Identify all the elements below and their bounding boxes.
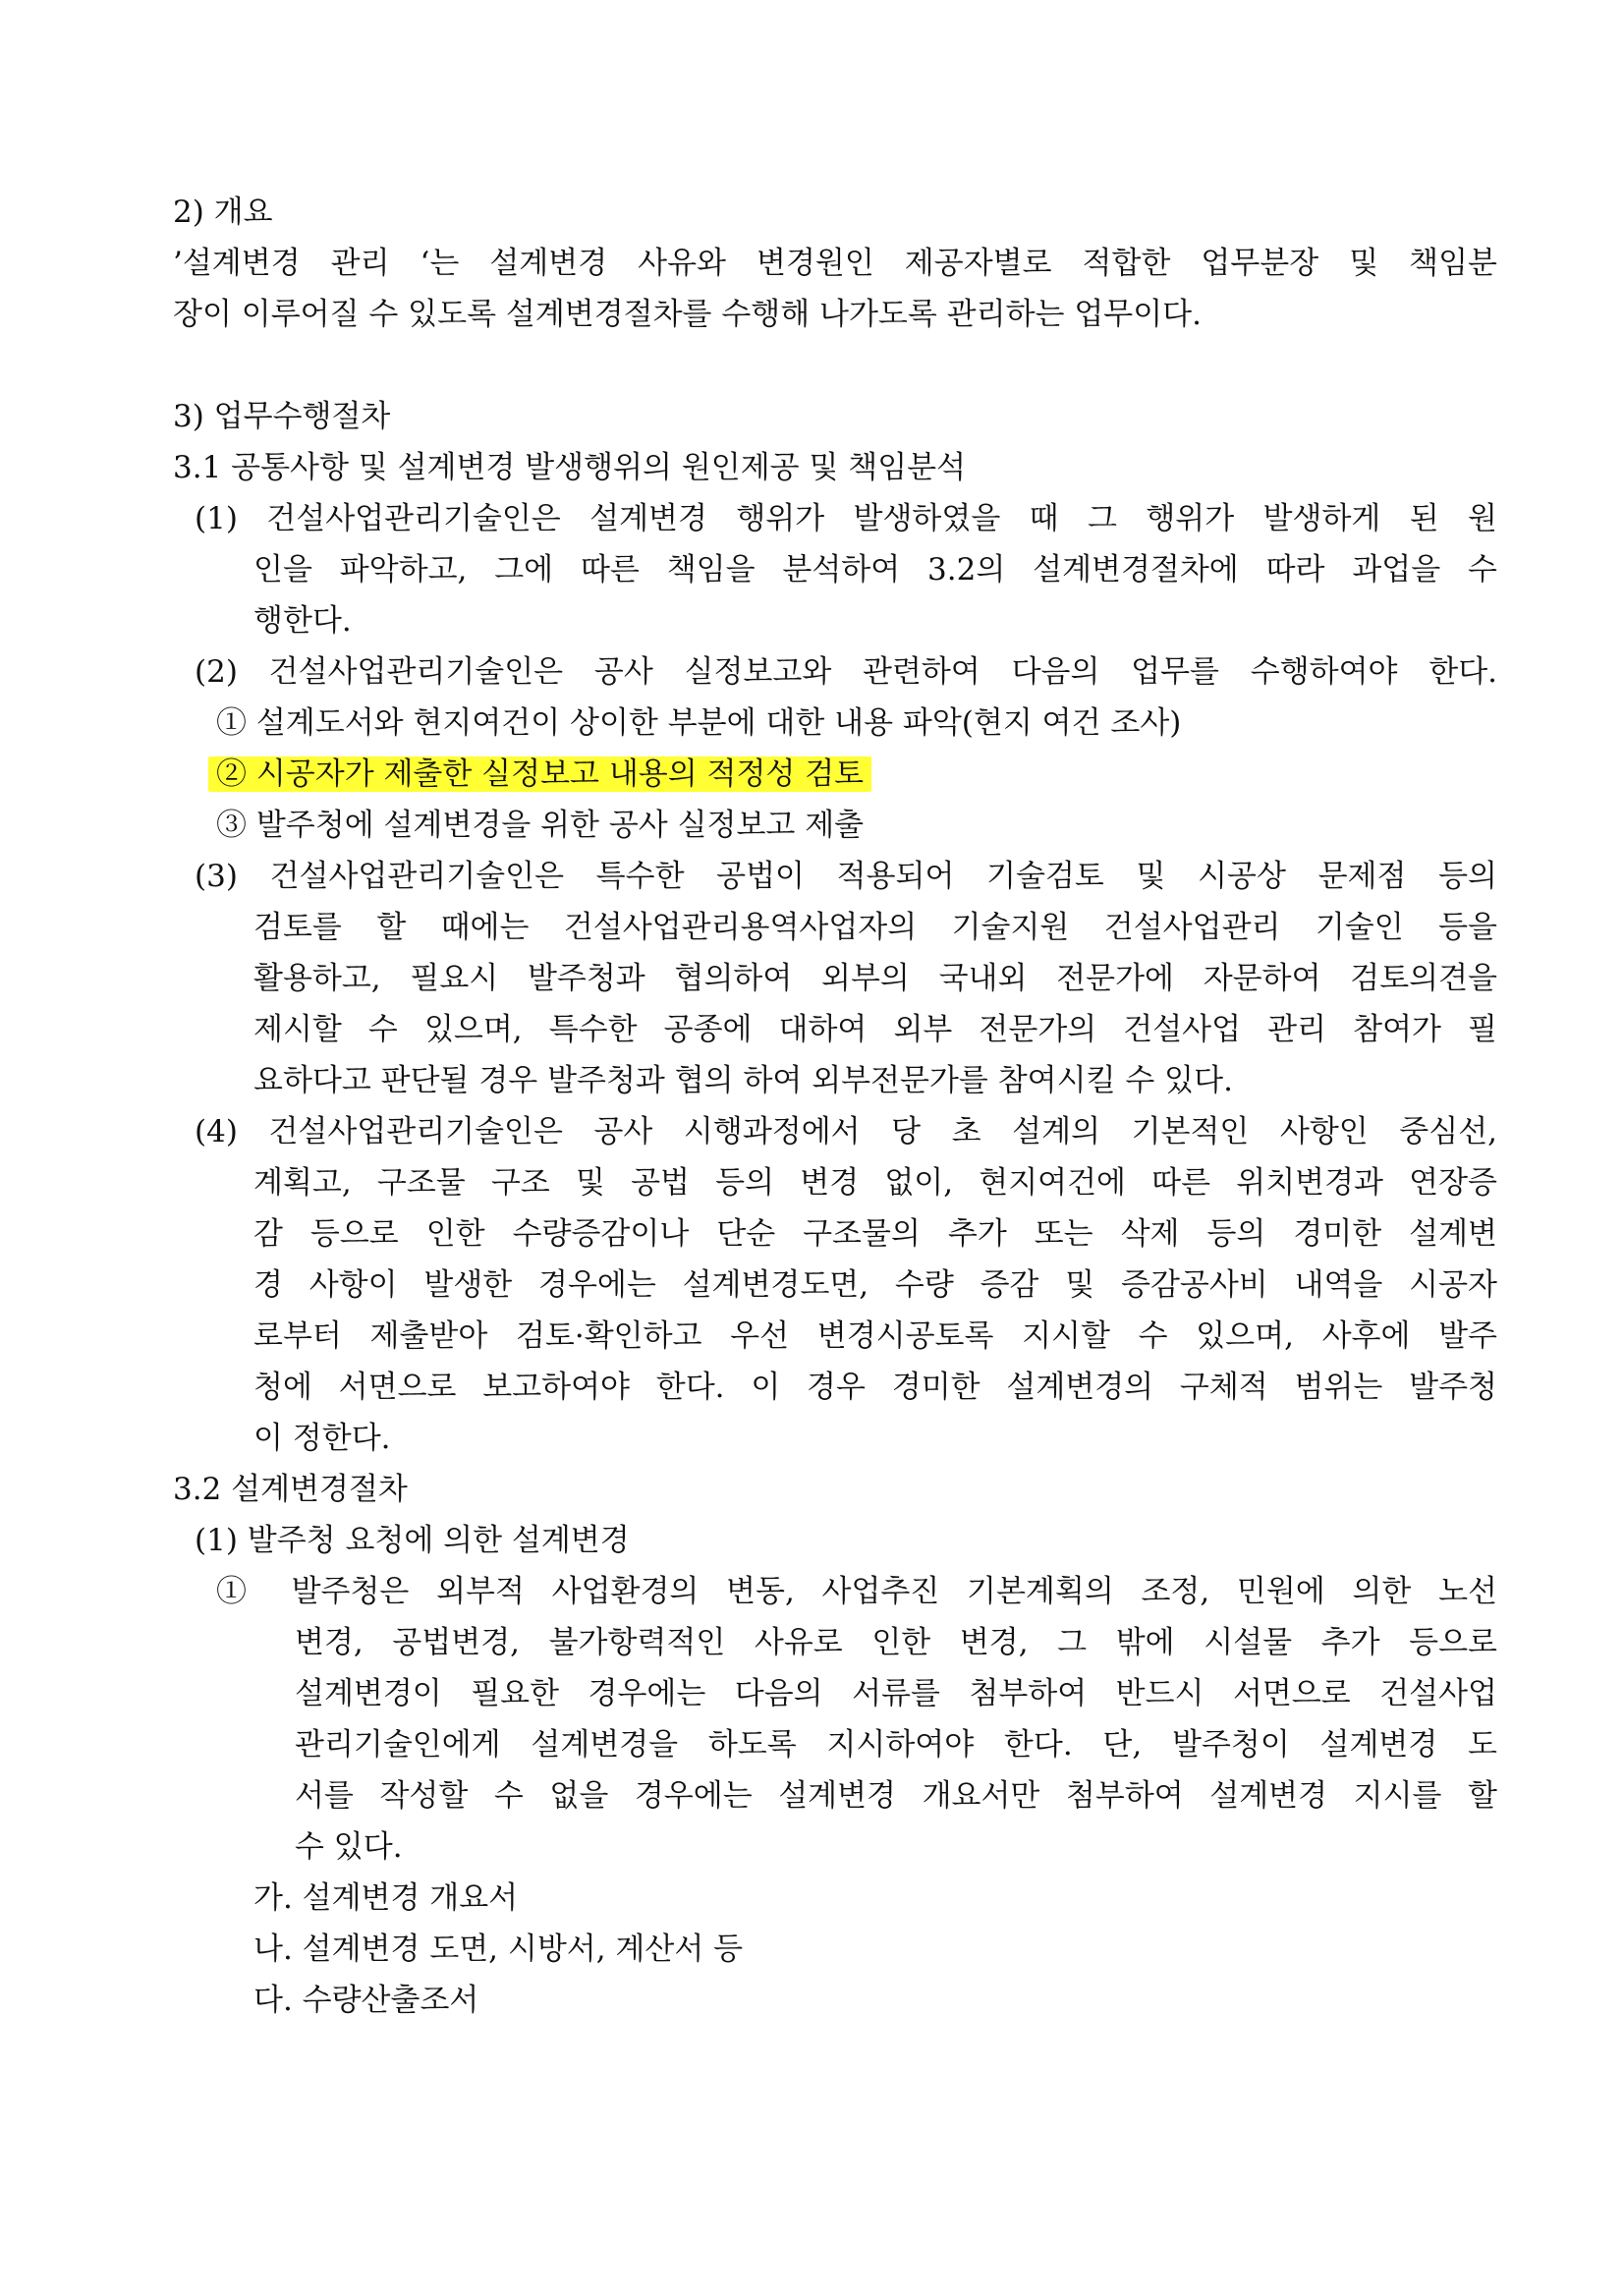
item-2-sub-2-highlighted bbox=[216, 755, 871, 794]
item-1-line: (1) 건설사업관리기술인은 설계변경 행위가 발생하였을 때 그 행위가 발생하게 된 원 bbox=[195, 501, 1497, 536]
paragraph-line: ’설계변경 관리 ‘는 설계변경 사유와 변경원인 제공자별로 적합한 업무분장 및 책임분 bbox=[173, 246, 1497, 281]
subsection-heading-3-2: 3.2 설계변경절차 bbox=[173, 1472, 408, 1507]
item-4-line: (4) 건설사업관리기술인은 공사 시행과정에서 당 초 설계의 기본적인 사항인 중심선, bbox=[195, 1114, 1497, 1149]
circle-item-line: 변경, 공법변경, 불가항력적인 사유로 인한 변경, 그 밖에 시설물 추가 등으로 bbox=[295, 1625, 1497, 1660]
text-highlight: ② 시공자가 제출한 실정보고 내용의 적정성 검토 bbox=[208, 756, 871, 792]
item-2-sub-1: ① 설계도서와 현지여건이 상이한 부분에 대한 내용 파악(현지 여건 조사) bbox=[216, 705, 1182, 741]
subsection-heading-3-1: 3.1 공통사항 및 설계변경 발생행위의 원인제공 및 책임분석 bbox=[173, 450, 967, 485]
item-3-line: 요하다고 판단될 경우 발주청과 협의 하여 외부전문가를 참여시킬 수 있다. bbox=[253, 1063, 1233, 1098]
item-3-line: (3) 건설사업관리기술인은 특수한 공법이 적용되어 기술검토 및 시공상 문제점 등의 bbox=[195, 859, 1497, 894]
item-3-line: 검토를 할 때에는 건설사업관리용역사업자의 기술지원 건설사업관리 기술인 등을 bbox=[253, 910, 1497, 945]
paragraph-line: 장이 이루어질 수 있도록 설계변경절차를 수행해 나가도록 관리하는 업무이다. bbox=[173, 297, 1202, 332]
section-heading-procedure: 3) 업무수행절차 bbox=[173, 399, 391, 434]
item-4-line: 감 등으로 인한 수량증감이나 단순 구조물의 추가 또는 삭제 등의 경미한 설계변 bbox=[253, 1216, 1497, 1252]
circle-item-line: 설계변경이 필요한 경우에는 다음의 서류를 첨부하여 반드시 서면으로 건설사업 bbox=[295, 1676, 1497, 1711]
section-heading-overview: 2) 개요 bbox=[173, 195, 273, 230]
document-list-item: 다. 수량산출조서 bbox=[253, 1983, 479, 2018]
item-4-line: 이 정한다. bbox=[253, 1421, 391, 1456]
item-4-line: 계획고, 구조물 구조 및 공법 등의 변경 없이, 현지여건에 따른 위치변경과 연장증 bbox=[253, 1165, 1497, 1201]
item-4-line: 로부터 제출받아 검토·확인하고 우선 변경시공토록 지시할 수 있으며, 사후에 발주 bbox=[253, 1318, 1497, 1354]
circle-item-line: ① 발주청은 외부적 사업환경의 변동, 사업추진 기본계획의 조정, 민원에 의한 노선 bbox=[216, 1574, 1497, 1609]
item-4-line: 청에 서면으로 보고하여야 한다. 이 경우 경미한 설계변경의 구체적 범위는 발주청 bbox=[253, 1370, 1497, 1405]
item-2-sub-3: ③ 발주청에 설계변경을 위한 공사 실정보고 제출 bbox=[216, 808, 865, 843]
circle-item-line: 서를 작성할 수 없을 경우에는 설계변경 개요서만 첨부하여 설계변경 지시를 할 bbox=[295, 1778, 1497, 1814]
item-3-line: 활용하고, 필요시 발주청과 협의하여 외부의 국내외 전문가에 자문하여 검토의견을 bbox=[253, 961, 1497, 996]
circle-item-line: 관리기술인에게 설계변경을 하도록 지시하여야 한다. 단, 발주청이 설계변경 도 bbox=[295, 1727, 1497, 1763]
item-2-line: (2) 건설사업관리기술인은 공사 실정보고와 관련하여 다음의 업무를 수행하여야 한다. bbox=[195, 654, 1497, 690]
circle-item-line: 수 있다. bbox=[295, 1829, 403, 1865]
item-1-line: 인을 파악하고, 그에 따른 책임을 분석하여 3.2의 설계변경절차에 따라 과업을 수 bbox=[253, 552, 1497, 588]
item-4-line: 경 사항이 발생한 경우에는 설계변경도면, 수량 증감 및 증감공사비 내역을 시공자 bbox=[253, 1267, 1497, 1303]
item-heading: (1) 발주청 요청에 의한 설계변경 bbox=[195, 1523, 630, 1558]
item-3-line: 제시할 수 있으며, 특수한 공종에 대하여 외부 전문가의 건설사업 관리 참여가 필 bbox=[253, 1012, 1497, 1047]
item-1-line: 행한다. bbox=[253, 603, 352, 639]
document-list-item: 나. 설계변경 도면, 시방서, 계산서 등 bbox=[253, 1932, 744, 1967]
document-list-item: 가. 설계변경 개요서 bbox=[253, 1880, 519, 1916]
